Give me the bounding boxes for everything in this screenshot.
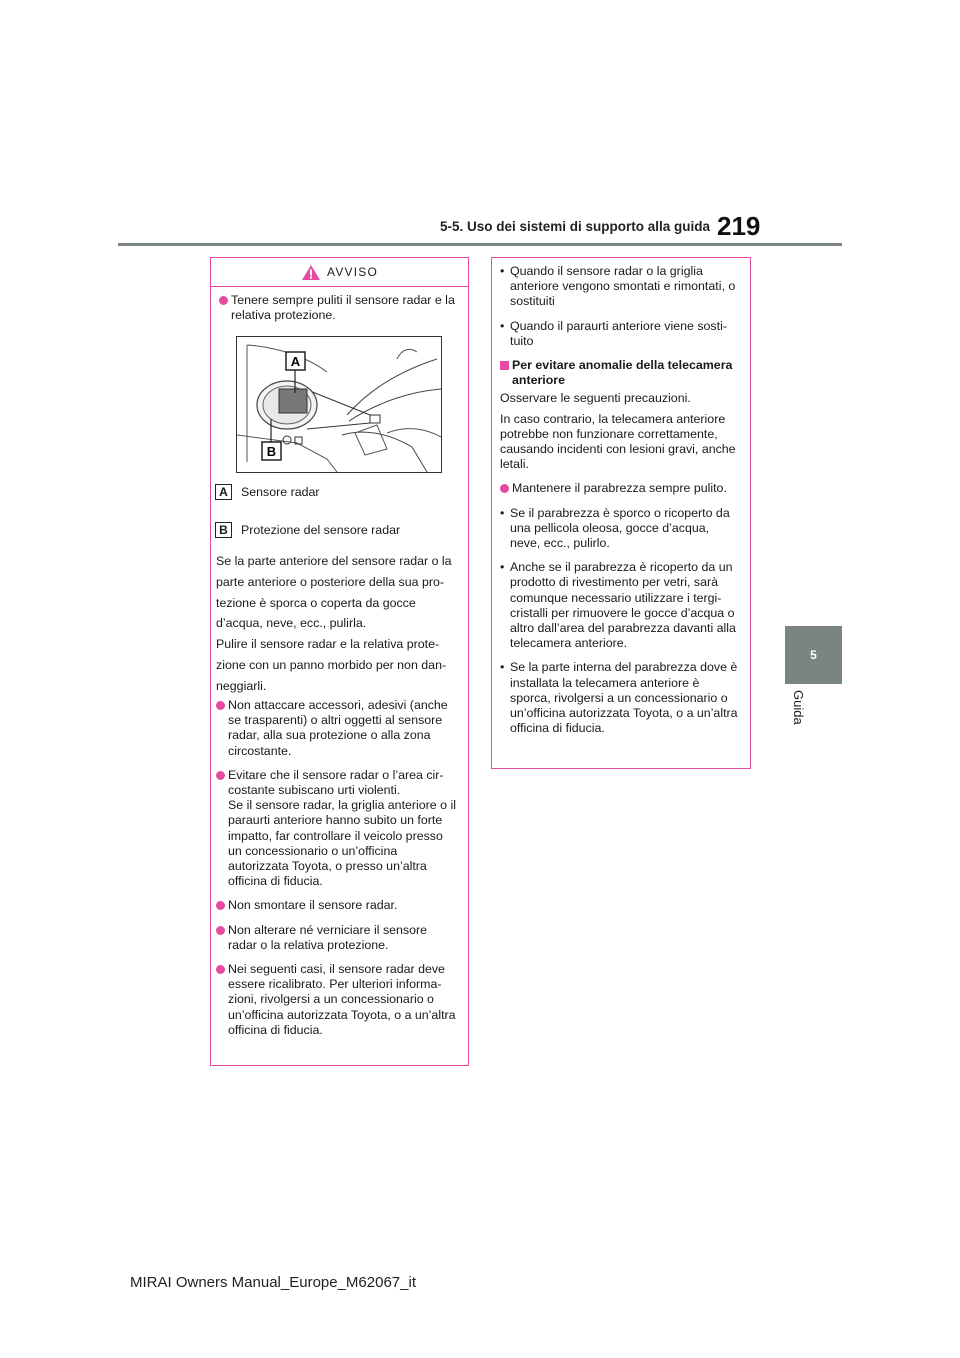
- body-line: neggiarli.: [216, 678, 267, 693]
- sub-item-text: Quando il sensore radar o la griglia anteriore vengono smontati e rimontati, o sostituiti: [510, 264, 736, 309]
- warning-heading: AVVISO: [327, 265, 378, 279]
- sub-item: [500, 506, 744, 552]
- bullet-dot-icon: [219, 296, 228, 305]
- bullet-item: [216, 962, 458, 1038]
- bullet-dot-icon: [216, 965, 225, 974]
- bullet-dot-icon: [500, 484, 509, 493]
- bullet-text: Nei seguenti casi, il sensore radar deve essere ricalibrato. Per ulteriori informa-zioni, rivolgersi a un concessionario o un’officina autorizzata Toyota, o a un’altra officina di fiducia.: [228, 962, 456, 1037]
- sub-item-text: Se la parte interna del parabrezza dove è installata la telecamera anteriore è sporca, rivolgersi a un concessionario o un’officina autorizzata Toyota, o a un’altra officina di fiducia.: [510, 660, 738, 736]
- legend-key-b: B: [215, 522, 232, 538]
- sub-item-text: Anche se il parabrezza è ricoperto da un prodotto di rivestimento per vetri, sarà comunque necessario utilizzare i tergi-cristalli per rimuovere le gocce d’acqua o altro dall’area del parabrezza davanti alla telecamera anteriore.: [510, 560, 736, 651]
- sub-marker: •: [500, 318, 505, 333]
- sub-item-text: Quando il paraurti anteriore viene sosti-tuito: [510, 318, 727, 348]
- bullet-item: [216, 698, 458, 759]
- warning-bullets: [216, 698, 458, 1038]
- legend-item-b: [215, 522, 400, 538]
- body-line: zione con un panno morbido per non dan-: [216, 657, 447, 672]
- legend-text-b: Protezione del sensore radar: [241, 523, 401, 537]
- bullet-text: Mantenere il parabrezza sempre pulito.: [512, 481, 727, 496]
- bullet-item: [216, 768, 458, 798]
- paragraph: Osservare le seguenti precauzioni.: [500, 391, 691, 406]
- callout-a: A: [290, 354, 301, 369]
- legend-item-a: [215, 484, 320, 500]
- bullet-continuation: [216, 798, 458, 889]
- chapter-label: Guida: [791, 690, 806, 725]
- body-line: tezione è sporca o coperta da gocce: [216, 595, 416, 610]
- sub-marker: •: [500, 264, 505, 278]
- legend-key-a: A: [215, 484, 232, 500]
- radar-sensor-figure: [236, 336, 442, 473]
- sub-item: [500, 560, 744, 651]
- bullet-item: [500, 481, 744, 496]
- warning-header: [211, 258, 468, 287]
- sub-marker: •: [500, 660, 505, 675]
- warning-triangle-icon: [301, 264, 321, 281]
- radar-sensor-illustration: [237, 337, 441, 472]
- bullet-dot-icon: [216, 771, 225, 780]
- sub-marker: •: [500, 560, 505, 575]
- bullet-continuation-text: Se il sensore radar, la griglia anteriore o il paraurti anteriore hanno subito un forte impatto, far controllare il veicolo presso un concessionario o un’officina autorizzata Toyota, o presso un’altra officina di fiducia.: [228, 798, 456, 889]
- bullet-dot-icon: [216, 926, 225, 935]
- legend-text-a: Sensore radar: [241, 485, 320, 499]
- bullet-text: Tenere sempre puliti il sensore radar e la relativa protezione.: [231, 293, 455, 323]
- chapter-tab: 5: [785, 626, 842, 684]
- body-line: Pulire il sensore radar e la relativa prote-: [216, 637, 440, 652]
- section-heading-text: Per evitare anomalie della telecamera anteriore: [512, 358, 733, 388]
- body-line: parte anteriore o posteriore della sua pro-: [216, 574, 444, 589]
- bullet-dot-icon: [216, 901, 225, 910]
- footer-text: MIRAI Owners Manual_Europe_M62067_it: [130, 1274, 416, 1291]
- warning-box-continued: [491, 257, 751, 769]
- header-rule: [118, 243, 842, 246]
- paragraph: In caso contrario, la telecamera anteriore potrebbe non funzionare correttamente, causando incidenti con lesioni gravi, anche letali.: [500, 411, 736, 472]
- body-line: Se la parte anteriore del sensore radar o la: [216, 554, 452, 568]
- sub-item: [500, 660, 744, 736]
- section-heading: [500, 358, 744, 388]
- section-title: 5-5. Uso dei sistemi di supporto alla guida: [440, 219, 711, 234]
- bullet-item: [216, 923, 458, 953]
- sub-marker: •: [500, 505, 505, 520]
- sub-item: [500, 319, 744, 349]
- bullet-text: Non alterare né verniciare il sensore radar o la relativa protezione.: [228, 922, 428, 952]
- bullet-item: [219, 293, 460, 323]
- bullet-text: Evitare che il sensore radar o l’area cir-costante subiscano urti violenti.: [228, 767, 444, 798]
- body-line: d’acqua, neve, ecc., pulirla.: [216, 616, 367, 631]
- sub-item-text: Se il parabrezza è sporco o ricoperto da una pellicola oleosa, gocce d’acqua, neve, ecc., pulirlo.: [510, 505, 730, 551]
- bullet-dot-icon: [216, 701, 225, 710]
- bullet-item: [216, 898, 458, 913]
- bullet-text: Non attaccare accessori, adesivi (anche se trasparenti) o altri oggetti al sensore radar, alla sua protezione o alla zona circostante.: [228, 698, 448, 758]
- page-number: 219: [717, 211, 761, 241]
- square-bullet-icon: [500, 361, 509, 370]
- warning-body: [216, 551, 462, 697]
- bullet-text: Non smontare il sensore radar.: [228, 898, 398, 913]
- sub-item: [500, 264, 744, 310]
- callout-b: B: [266, 444, 277, 459]
